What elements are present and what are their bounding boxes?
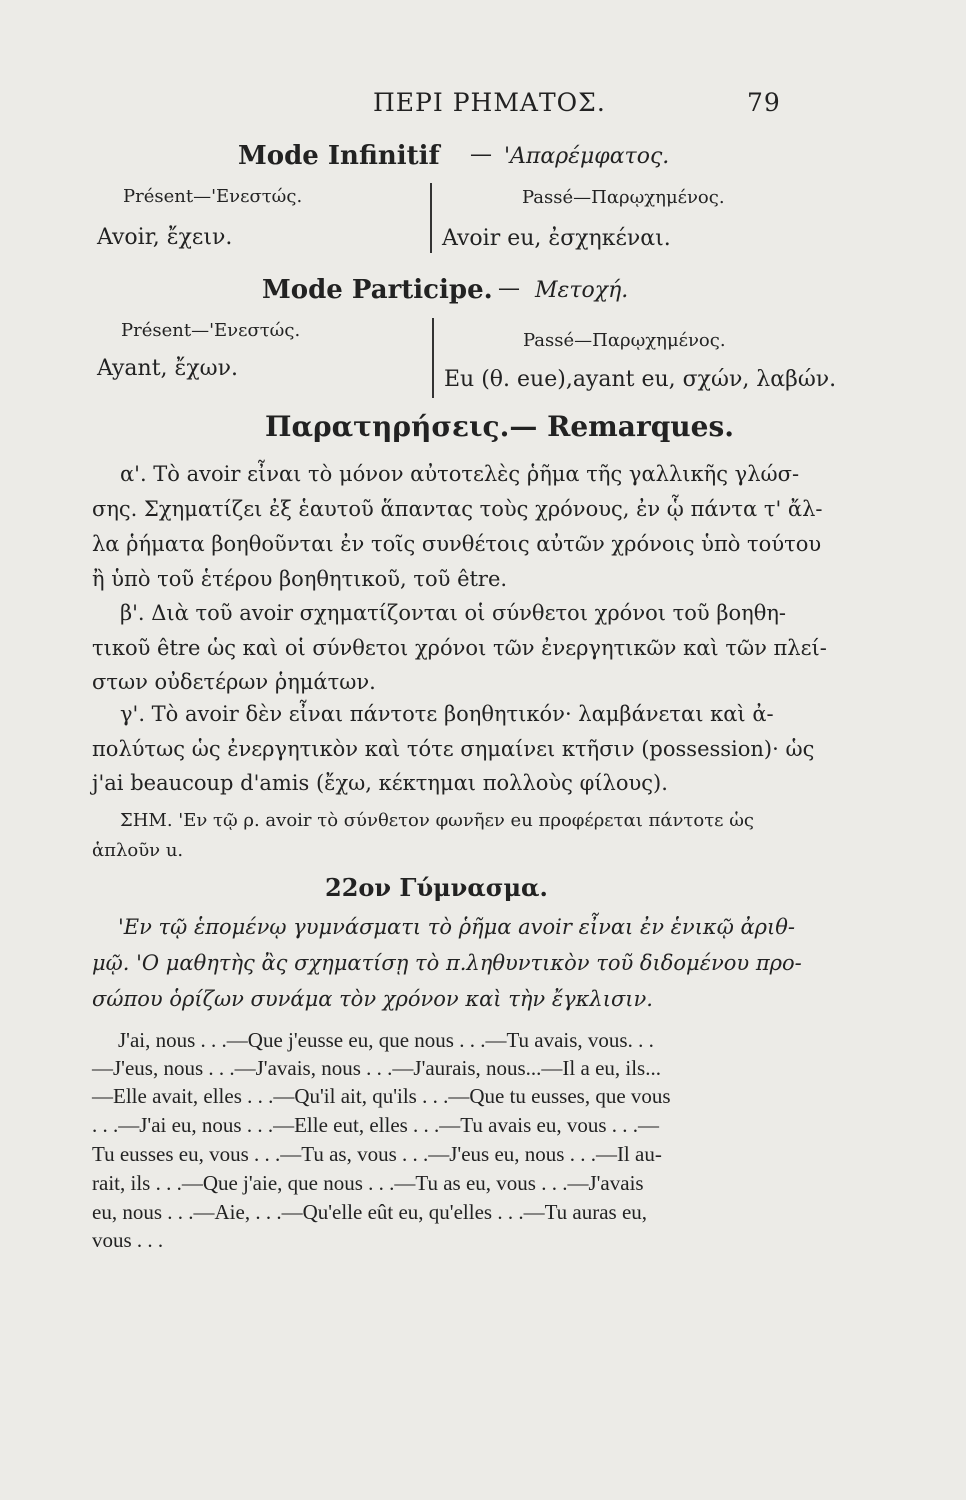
exercise-intro-line: σώπου ὁρίζων συνάμα τὸν χρόνον καὶ τὴν ἔγκλισιν. <box>92 987 653 1011</box>
column-divider <box>430 183 432 253</box>
participe-dash: — <box>498 276 520 301</box>
exercise-line: J'ai, nous . . .—Que j'eusse eu, que nous . . .—Tu avais, vous. . . <box>118 1028 654 1052</box>
remark-line: σης. Σχηματίζει ἐξ ἑαυτοῦ ἅπαντας τοὺς χρόνους, ἐν ᾧ πάντα τ' ἄλ- <box>92 497 823 521</box>
exercise-heading: 22ον Γύμνασμα. <box>325 873 548 902</box>
remarques-heading: Παρατηρήσεις.— Remarques. <box>265 410 734 443</box>
exercise-line: . . .—J'ai eu, nous . . .—Elle eut, elles . . .—Tu avais eu, vous . . .— <box>92 1113 660 1137</box>
remark-line: γ'. Τὸ avoir δὲν εἶναι πάντοτε βοηθητικόν· λαμβάνεται καὶ ἀ- <box>120 702 774 726</box>
exercise-line: —Elle avait, elles . . .—Qu'il ait, qu'ils . . .—Que tu eusses, que vous <box>92 1084 671 1108</box>
remark-line: τικοῦ être ὡς καὶ οἱ σύνθετοι χρόνοι τῶν ἐνεργητικῶν καὶ τῶν πλεί- <box>92 636 827 660</box>
exercise-line: rait, ils . . .—Que j'aie, que nous . . .—Tu as eu, vous . . .—J'avais <box>92 1171 644 1195</box>
infinitif-present-label: Présent—'Ενεστώς. <box>123 186 303 207</box>
participe-greek: Μετοχή. <box>535 278 629 303</box>
remark-line: α'. Τὸ avoir εἶναι τὸ μόνον αὐτοτελὲς ῥῆμα τῆς γαλλικῆς γλώσ- <box>120 462 800 486</box>
exercise-line: eu, nous . . .—Aie, . . .—Qu'elle eût eu, qu'elles . . .—Tu auras eu, <box>92 1200 648 1224</box>
remark-line: β'. Διὰ τοῦ avoir σχηματίζονται οἱ σύνθετοι χρόνοι τοῦ βοηθη- <box>120 601 787 625</box>
infinitif-heading: Mode Infinitif <box>238 141 440 171</box>
remark-line: λα ῥήματα βοηθοῦνται ἐν τοῖς συνθέτοις αὐτῶν χρόνοις ὑπὸ τούτου <box>92 532 822 556</box>
exercise-intro-line: 'Εν τῷ ἑπομένῳ γυμνάσματι τὸ ῥῆμα avoir εἶναι ἐν ἑνικῷ ἀριθ- <box>118 915 795 939</box>
remark-line: πολύτως ὡς ἐνεργητικὸν καὶ τότε σημαίνει κτῆσιν (possession)· ὡς <box>92 737 815 761</box>
participe-passe-label: Passé—Παρῳχημένος. <box>523 330 726 351</box>
remark-line: ἢ ὑπὸ τοῦ ἑτέρου βοηθητικοῦ, τοῦ être. <box>92 567 508 591</box>
running-head: ΠΕΡΙ ΡΗΜΑΤΟΣ. <box>373 88 606 117</box>
participe-present-label: Présent—'Ενεστώς. <box>121 320 301 341</box>
infinitif-dash: — <box>470 142 492 167</box>
remark-line: στων οὐδετέρων ῥημάτων. <box>92 670 376 694</box>
participe-passe-form: Eu (θ. eue),ayant eu, σχών, λαβών. <box>444 367 837 392</box>
participe-present-form: Ayant, ἔχων. <box>97 356 238 381</box>
note-line: ἁπλοῦν u. <box>92 840 184 861</box>
infinitif-greek: 'Απαρέμφατος. <box>504 144 670 169</box>
infinitif-present-form: Avoir, ἔχειν. <box>97 225 233 250</box>
column-divider <box>432 318 434 398</box>
participe-heading: Mode Participe. <box>262 275 493 305</box>
exercise-line: —J'eus, nous . . .—J'avais, nous . . .—J'aurais, nous...—Il a eu, ils... <box>92 1056 661 1080</box>
exercise-intro-line: μῷ. 'Ο μαθητὴς ἂς σχηματίσῃ τὸ π.ληθυντικὸν τοῦ διδομένου προ- <box>92 951 802 975</box>
remark-line: j'ai beaucoup d'amis (ἔχω, κέκτημαι πολλοὺς φίλους). <box>92 771 668 795</box>
infinitif-passe-label: Passé—Παρῳχημένος. <box>522 187 725 208</box>
exercise-line: Tu eusses eu, vous . . .—Tu as, vous . . .—J'eus eu, nous . . .—Il au- <box>92 1142 662 1166</box>
page-number: 79 <box>747 88 781 117</box>
exercise-line: vous . . . <box>92 1228 164 1252</box>
infinitif-passe-form: Avoir eu, ἐσχηκέναι. <box>442 226 671 251</box>
note-line: ΣΗΜ. 'Εν τῷ ρ. avoir τὸ σύνθετον φωνῆεν eu προφέρεται πάντοτε ὡς <box>120 810 754 831</box>
